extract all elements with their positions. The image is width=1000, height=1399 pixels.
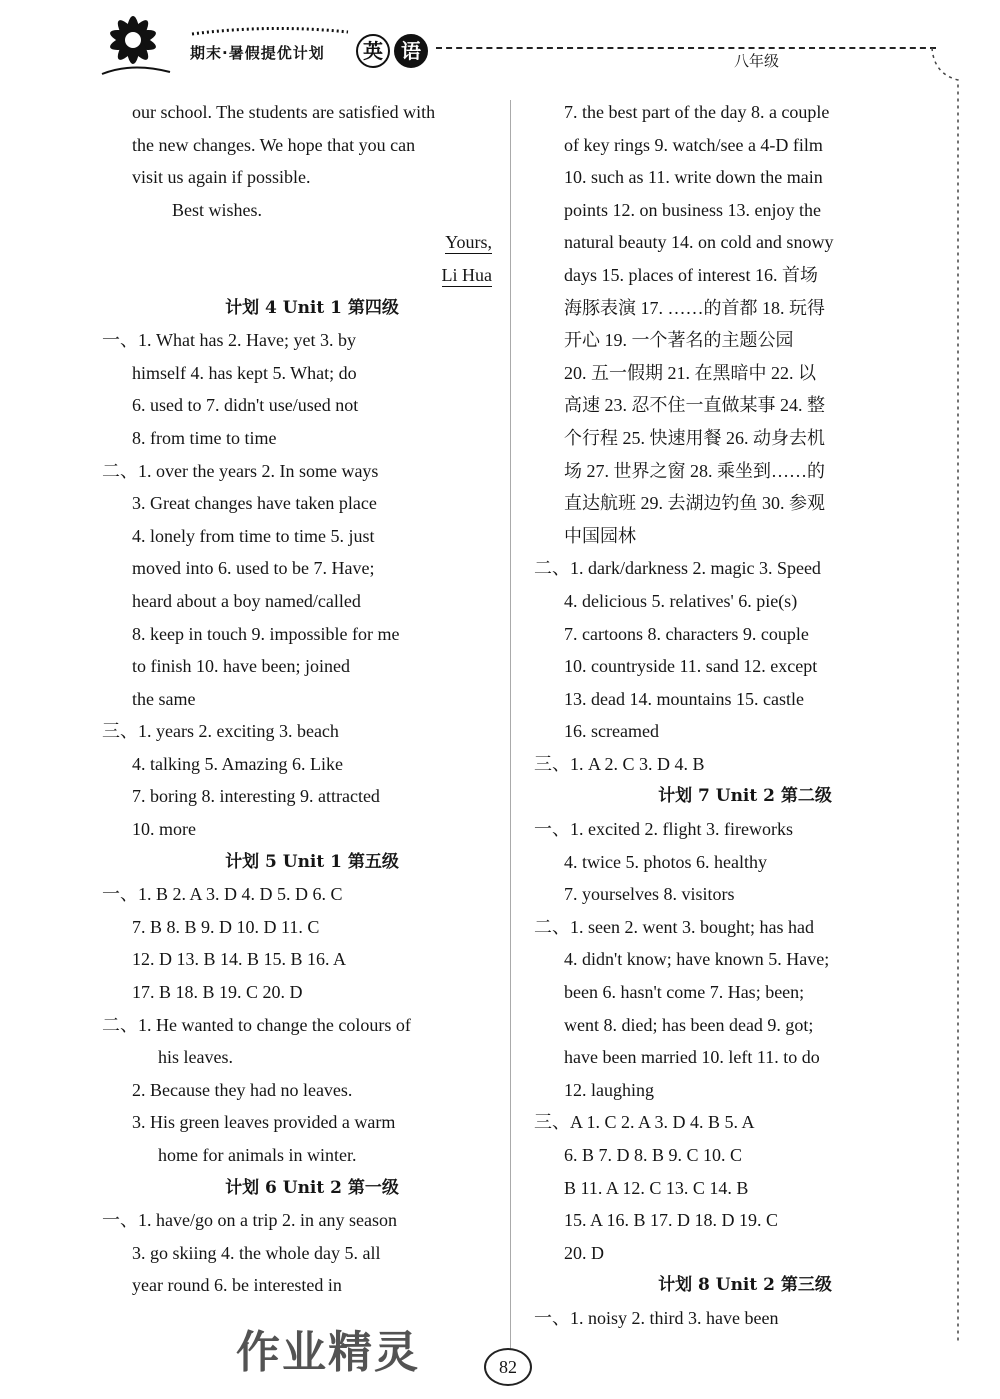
answer-line: 8. from time to time [132,427,277,448]
page-header [0,0,1000,90]
answer-line: the same [132,688,196,709]
answer-line: 3. Great changes have taken place [132,493,377,514]
answer-line: 6. B 7. D 8. B 9. C 10. C [564,1145,743,1165]
answer-line: 二、1. He wanted to change the colours of [102,1014,411,1035]
watermark-stamp: 作业精灵 [236,1327,420,1378]
answer-line: 2. Because they had no leaves. [132,1079,353,1100]
answer-line: 4. twice 5. photos 6. healthy [564,851,767,872]
decorative-dots [190,26,350,36]
answer-line: 二、1. seen 2. went 3. bought; has had [534,916,814,937]
answer-line: 开心 19. 一个著名的主题公园 [564,330,794,351]
answer-line: 二、1. dark/darkness 2. magic 3. Speed [534,558,821,579]
answer-line: 中国园林 [564,525,636,546]
answer-line: been 6. hasn't come 7. Has; been; [564,982,805,1003]
answer-line: 10. such as 11. write down the main [564,167,823,188]
subject-char-1: 英 [356,34,390,68]
series-title: 期末·暑假提优计划 [190,44,325,62]
answer-line: 16. screamed [564,721,659,742]
subject-char-2: 语 [394,34,428,68]
answer-line: points 12. on business 13. enjoy the [564,199,821,220]
text-line: visit us again if possible. [132,167,311,188]
answer-line: 20. 五一假期 21. 在黑暗中 22. 以 [564,362,816,383]
answer-line: 4. delicious 5. relatives' 6. pie(s) [564,590,798,611]
answer-line: 20. D [564,1242,604,1263]
answer-line: 3. go skiing 4. the whole day 5. all [132,1242,381,1263]
page-edge-decoration [928,44,968,1344]
answer-line: moved into 6. used to be 7. Have; [132,558,375,579]
answer-line: 15. A 16. B 17. D 18. D 19. C [564,1210,779,1231]
answer-line: 13. dead 14. mountains 15. castle [564,688,804,709]
answer-line: 8. keep in touch 9. impossible for me [132,623,400,644]
answer-line: himself 4. has kept 5. What; do [132,362,357,383]
answer-line: 个行程 25. 快速用餐 26. 动身去机 [564,427,825,448]
answer-line: year round 6. be interested in [132,1275,342,1296]
section-heading: 计划 5 Unit 1 第五级 [225,851,399,872]
answer-line: 10. more [132,819,196,840]
section-heading: 计划 4 Unit 1 第四级 [225,297,399,318]
section-heading: 计划 8 Unit 2 第三级 [658,1275,832,1296]
right-column [534,96,926,1335]
section-heading: 计划 6 Unit 2 第一级 [225,1177,399,1198]
answer-line: B 11. A 12. C 13. C 14. B [564,1177,749,1198]
answer-line: 三、1. A 2. C 3. D 4. B [534,753,705,774]
section-heading: 计划 7 Unit 2 第二级 [658,786,832,807]
answer-line: 6. used to 7. didn't use/used not [132,395,359,416]
answer-line: 海豚表演 17. ……的首都 18. 玩得 [564,297,825,318]
header-divider [436,47,936,49]
answer-line: 7. B 8. B 9. D 10. D 11. C [132,916,320,937]
text-line: the new changes. We hope that you can [132,134,416,155]
grade-label: 八年级 [734,52,780,70]
answer-line: 12. D 13. B 14. B 15. B 16. A [132,949,347,970]
answer-line: 一、1. What has 2. Have; yet 3. by [102,330,356,351]
answer-line: to finish 10. have been; joined [132,656,350,677]
signature-name: Li Hua [441,264,492,285]
answer-line: natural beauty 14. on cold and snowy [564,232,834,253]
answer-line: days 15. places of interest 16. 首场 [564,264,818,285]
signature-yours: Yours, [445,232,492,253]
answer-line: 一、1. have/go on a trip 2. in any season [102,1210,397,1231]
answer-line: 三、A 1. C 2. A 3. D 4. B 5. A [534,1112,755,1133]
answer-line: 二、1. over the years 2. In some ways [102,460,379,481]
answer-line: 4. didn't know; have known 5. Have; [564,949,830,970]
answer-line: 4. talking 5. Amazing 6. Like [132,753,343,774]
answer-line: have been married 10. left 11. to do [564,1047,820,1068]
answer-line: his leaves. [158,1047,233,1068]
answer-line: 7. yourselves 8. visitors [564,884,735,905]
answer-line: 10. countryside 11. sand 12. except [564,656,818,677]
answer-line: heard about a boy named/called [132,590,361,611]
subject-badge [356,28,434,72]
text-line: our school. The students are satisfied with [132,102,436,122]
column-divider [510,100,511,1350]
closing-line: Best wishes. [172,199,262,220]
flower-logo-icon [92,4,174,80]
answer-line: 7. cartoons 8. characters 9. couple [564,623,809,644]
answer-line: 17. B 18. B 19. C 20. D [132,982,303,1003]
answer-line: 7. the best part of the day 8. a couple [564,102,830,122]
answer-line: 高速 23. 忍不住一直做某事 24. 整 [564,395,825,416]
answer-line: 直达航班 29. 去湖边钓鱼 30. 参观 [564,493,825,514]
answer-line: 一、1. B 2. A 3. D 4. D 5. D 6. C [102,884,343,905]
answer-line: 一、1. noisy 2. third 3. have been [534,1307,779,1328]
answer-line: 三、1. years 2. exciting 3. beach [102,721,339,742]
answer-line: 7. boring 8. interesting 9. attracted [132,786,380,807]
answer-line: 4. lonely from time to time 5. just [132,525,375,546]
page-number: 82 [484,1348,532,1386]
answer-line: of key rings 9. watch/see a 4-D film [564,134,823,155]
answer-line: went 8. died; has been dead 9. got; [564,1014,814,1035]
answer-line: 3. His green leaves provided a warm [132,1112,396,1133]
answer-line: home for animals in winter. [158,1145,357,1165]
answer-line: 12. laughing [564,1079,654,1100]
answer-line: 场 27. 世界之窗 28. 乘坐到……的 [564,460,825,481]
answer-line: 一、1. excited 2. flight 3. fireworks [534,819,793,840]
left-column [102,96,492,1302]
